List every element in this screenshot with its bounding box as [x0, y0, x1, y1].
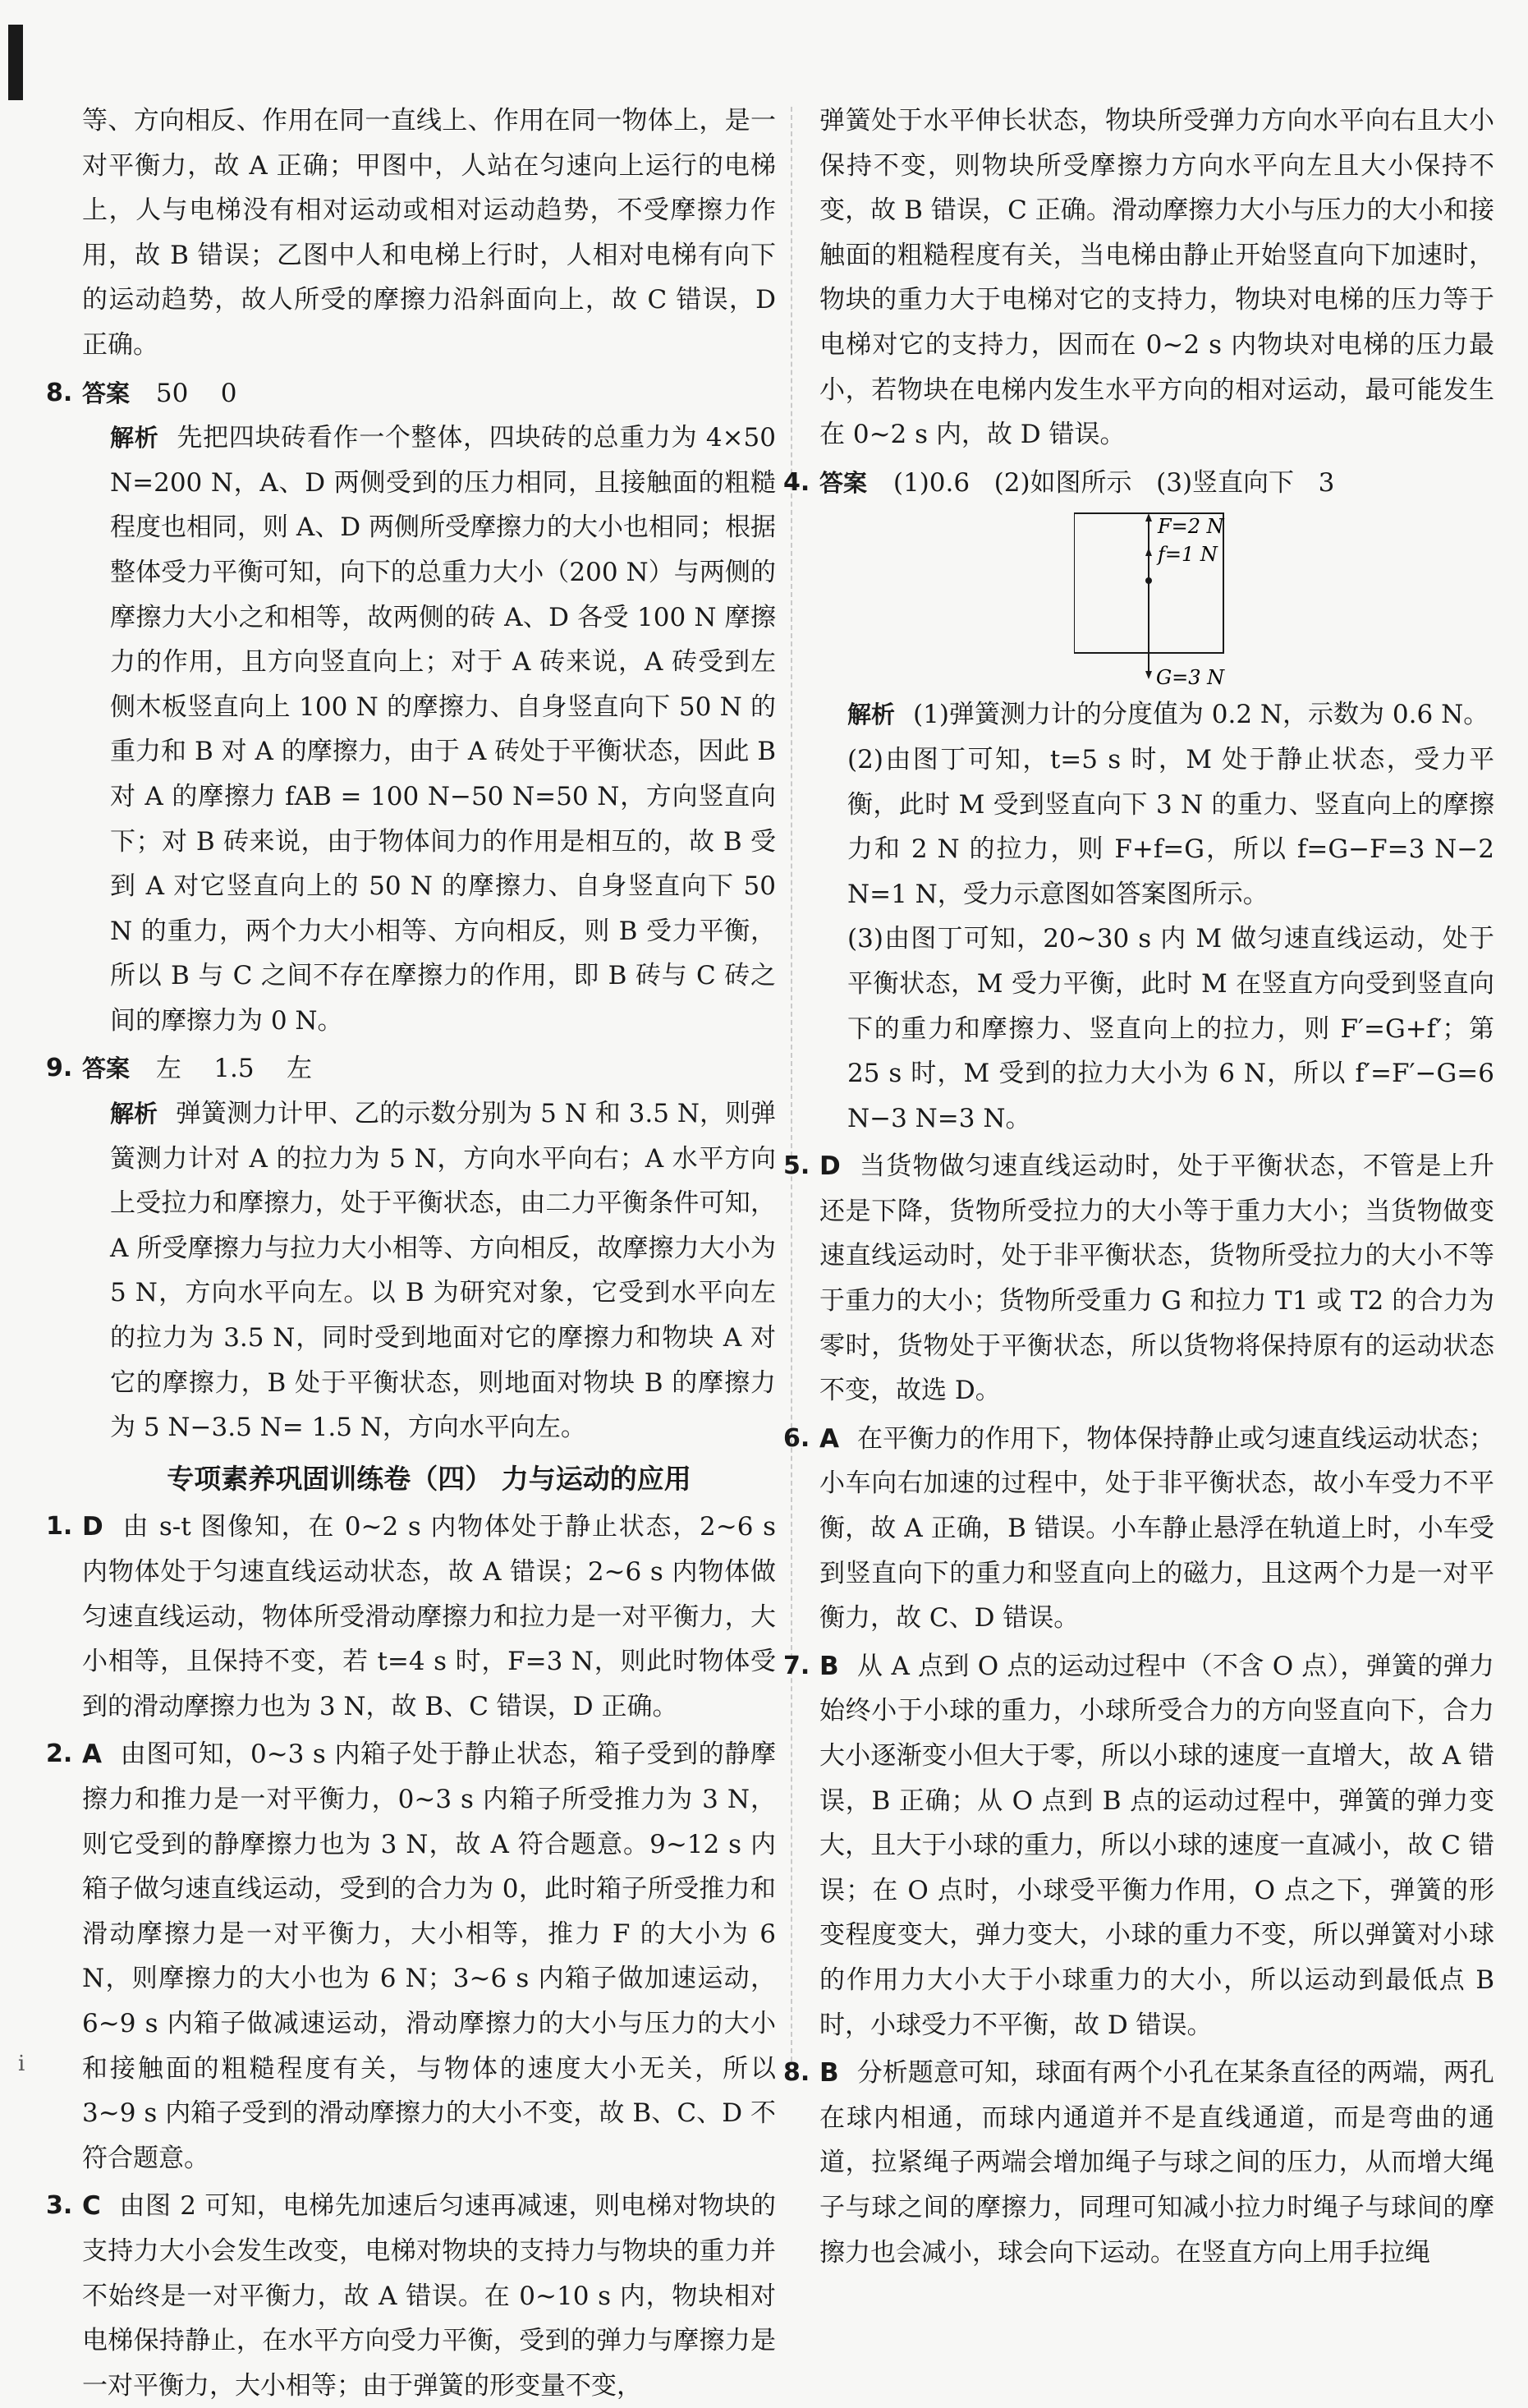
q9-answer-label: 答案	[82, 1055, 131, 1083]
s3-text: 由图 2 可知，电梯先加速后匀速再减速，则电梯对物块的支持力大小会发生改变，电梯对物块的支持力与物块的重力并不始终是一对平衡力，故 A 错误。在 0~10 s 内，物块相对电梯保持静止，在水平方向受力平衡，受到的弹力与摩擦力是一对平衡力，大小相等；由于弹簧的形变量不变，	[82, 2191, 776, 2401]
s6-number: 6.	[783, 1423, 810, 1453]
q8-analysis	[82, 416, 776, 1043]
left-column	[46, 99, 776, 2408]
force-diagram	[819, 510, 1494, 687]
s5-number: 5.	[783, 1151, 810, 1181]
s6-choice: A	[819, 1423, 839, 1454]
q8-number: 8.	[46, 378, 73, 407]
q8-answer-value: 50 0	[155, 378, 237, 408]
s6-text: 在平衡力的作用下，物体保持静止或匀速直线运动状态；小车向右加速的过程中，处于非平衡状态，故小车受力不平衡，故 A 正确，B 错误。小车静止悬浮在轨道上时，小车受到竖直向下的重力和竖直向上的磁力，且这两个力是一对平衡力，故 C、D 错误。	[819, 1423, 1494, 1634]
q9-answer-value: 左 1.5 左	[155, 1054, 313, 1084]
s3-continuation: 弹簧处于水平伸长状态，物块所受弹力方向水平向右且大小保持不变，则物块所受摩擦力方向水平向左且大小保持不变，故 B 错误，C 正确。滑动摩擦力大小与压力的大小和接触面的粗糙程度有关，当电梯由静止开始竖直向下加速时，物块的重力大于电梯对它的支持力，物块对电梯的压力等于电梯对它的支持力，因而在 0~2 s 内物块对电梯的压力最小，若物块在电梯内发生水平方向的相对运动，最可能发生在 0~2 s 内，故 D 错误。	[819, 106, 1494, 450]
s8-text: 分析题意可知，球面有两个小孔在某条直径的两端，两孔在球内相通，而球内通道并不是直线通道，而是弯曲的通道，拉紧绳子两端会增加绳子与球之间的压力，从而增大绳子与球之间的摩擦力，同理可知减小拉力时绳子与球间的摩擦力也会减小，球会向下运动。在竖直方向上用手拉绳	[819, 2058, 1494, 2268]
q9-analysis	[82, 1091, 776, 1450]
section-title: 专项素养巩固训练卷（四） 力与运动的应用	[167, 1462, 691, 1495]
pull-force-arrowhead	[1145, 513, 1152, 522]
s3-choice: C	[82, 2191, 101, 2222]
s1-text: 由 s-t 图像知，在 0~2 s 内物体处于静止状态，2~6 s 内物体处于匀速直线运动状态，故 A 错误；2~6 s 内物体做匀速直线运动，物体所受滑动摩擦力和拉力是一对平衡力，大小相等，且保持不变，若 t=4 s 时，F=3 N，则此时物体受到的滑动摩擦力也为 3 N，故 B、C 错误，D 正确。	[82, 1512, 776, 1721]
s8-number: 8.	[783, 2058, 810, 2088]
q8-answer-label: 答案	[82, 379, 131, 407]
q8-answer	[46, 371, 776, 416]
s1-choice: D	[82, 1512, 103, 1542]
s4-analysis-label: 解析	[847, 701, 896, 729]
s4-analysis-1-text: (1)弹簧测力计的分度值为 0.2 N，示数为 0.6 N。	[913, 700, 1489, 730]
s4-answer	[783, 461, 1494, 506]
q8-analysis-text: 先把四块砖看作一个整体，四块砖的总重力为 4×50 N=200 N，A、D 两侧受到的压力相同，且接触面的粗糙程度也相同，则 A、D 两侧所受摩擦力的大小也相同；根据整体受力平衡可知，向下的总重力大小（200 N）与两侧的摩擦力大小之和相等，故两侧的砖 A、D 各受 100 N 摩擦力的作用，且方向竖直向上；对于 A 砖来说，A 砖受到左侧木板竖直向上 100 N 的摩擦力、自身竖直向下 50 N 的重力和 B 对 A 的摩擦力，由于 A 砖处于平衡状态，因此 B 对 A 的摩擦力 fAB = 100 N−50 N=50 N，方向竖直向下；对 B 砖来说，由于物体间力的作用是相互的，故 B 受到 A 对它竖直向上的 50 N 的摩擦力、自身竖直向下 50 N 的重力，两个力大小相等、方向相反，则 B 受力平衡，所以 B 与 C 之间不存在摩擦力的作用，即 B 砖与 C 砖之间的摩擦力为 0 N。	[110, 423, 776, 1036]
force-diagram-svg	[1074, 510, 1271, 687]
intro-paragraph: 等、方向相反、作用在同一直线上、作用在同一物体上，是一对平衡力，故 A 正确；甲图中，人站在匀速向上运行的电梯上，人与电梯没有相对运动或相对运动趋势，不受摩擦力作用，故 B 错误；乙图中人和电梯上行时，人相对电梯有向下的运动趋势，故人所受的摩擦力沿斜面向上，故 C 错误，D 正确。	[82, 106, 776, 360]
s4-analysis-2: (2)由图丁可知，t=5 s 时，M 处于静止状态，受力平衡，此时 M 受到竖直向下 3 N 的重力、竖直向上的摩擦力和 2 N 的拉力，则 F+f=G，所以 f=G−F=3 N−2 N=1 N，受力示意图如答案图所示。	[847, 744, 1494, 909]
q9-number: 9.	[46, 1054, 73, 1083]
s7-number: 7.	[783, 1651, 810, 1680]
s7-choice: B	[819, 1651, 839, 1681]
s7-item	[783, 1644, 1494, 2047]
right-column	[783, 99, 1494, 2275]
s2-choice: A	[82, 1739, 102, 1770]
gravity-label: G=3 N	[1156, 666, 1225, 688]
s4-answer-value: (1)0.6 (2)如图所示 (3)竖直向下 3	[892, 467, 1335, 498]
s1-item	[46, 1505, 776, 1729]
s3-number: 3.	[46, 2191, 73, 2221]
page-mark: i	[18, 2052, 25, 2076]
s7-text: 从 A 点到 O 点的运动过程中（不含 O 点），弹簧的弹力始终小于小球的重力，小球所受合力的方向竖直向下，合力大小逐渐变小但大于零，所以小球的速度一直增大，故 A 错误，B 正确；从 O 点到 B 点的运动过程中，弹簧的弹力变大，且大于小球的重力，所以小球的速度一直减小，故 C 错误；在 O 点时，小球受平衡力作用，O 点之下，弹簧的形变程度变大，弹力变大，小球的重力不变，所以弹簧对小球的作用力大小大于小球重力的大小，所以运动到最低点 B 时，小球受力不平衡，故 D 错误。	[819, 1651, 1494, 2040]
s1-number: 1.	[46, 1512, 73, 1542]
column-divider	[791, 107, 792, 2061]
s2-number: 2.	[46, 1739, 73, 1769]
q9-analysis-label: 解析	[110, 1100, 158, 1128]
friction-arrowhead	[1145, 548, 1152, 556]
s3-item	[46, 2184, 776, 2408]
friction-label: f=1 N	[1158, 543, 1218, 567]
gravity-arrowhead	[1145, 671, 1152, 679]
s6-item	[783, 1417, 1494, 1641]
pull-force-label: F=2 N	[1158, 515, 1224, 539]
s5-item	[783, 1144, 1494, 1413]
s2-item	[46, 1732, 776, 2181]
s5-choice: D	[819, 1151, 841, 1182]
s8-choice: B	[819, 2058, 839, 2089]
s4-number: 4.	[783, 467, 810, 497]
q8-analysis-label: 解析	[110, 424, 159, 453]
s4-answer-label: 答案	[819, 468, 868, 497]
s4-analysis-3: (3)由图丁可知，20~30 s 内 M 做匀速直线运动，处于平衡状态，M 受力平衡，此时 M 在竖直方向受到竖直向下的重力和摩擦力、竖直向上的拉力，则 F′=G+f′；第 25 s 时，M 受到的拉力大小为 6 N，所以 f′=F′−G=6 N−3 N=3 N。	[847, 924, 1494, 1133]
corner-mark	[8, 25, 23, 100]
s8-item	[783, 2051, 1494, 2275]
s4-analysis-1	[819, 692, 1494, 738]
s5-text: 当货物做匀速直线运动时，处于平衡状态，不管是上升还是下降，货物所受拉力的大小等于重力大小；当货物做变速直线运动时，处于非平衡状态，货物所受拉力的大小不等于重力的大小；货物所受重力 G 和拉力 T1 或 T2 的合力为零时，货物处于平衡状态，所以货物将保持原有的运动状态不变，故选 D。	[819, 1151, 1494, 1406]
force-point	[1145, 577, 1152, 584]
q9-analysis-text: 弹簧测力计甲、乙的示数分别为 5 N 和 3.5 N，则弹簧测力计对 A 的拉力为 5 N，方向水平向右；A 水平方向上受拉力和摩擦力，处于平衡状态，由二力平衡条件可知，A 所受摩擦力与拉力大小相等、方向相反，故摩擦力大小为 5 N，方向水平向左。以 B 为研究对象，它受到水平向左的拉力为 3.5 N，同时受到地面对它的摩擦力和物块 A 对它的摩擦力，B 处于平衡状态，则地面对物块 B 的摩擦力为 5 N−3.5 N= 1.5 N，方向水平向左。	[110, 1099, 776, 1443]
q9-answer	[46, 1046, 776, 1091]
s2-text: 由图可知，0~3 s 内箱子处于静止状态，箱子受到的静摩擦力和推力是一对平衡力，0~3 s 内箱子所受推力为 3 N，则它受到的静摩擦力也为 3 N，故 A 符合题意。9~12 s 内箱子做匀速直线运动，受到的合力为 0，此时箱子所受推力和滑动摩擦力是一对平衡力，大小相等，推力 F 的大小为 6 N，则摩擦力的大小也为 6 N；3~6 s 内箱子做加速运动，6~9 s 内箱子做减速运动，滑动摩擦力的大小与压力的大小和接触面的粗糙程度有关，与物体的速度大小无关，所以 3~9 s 内箱子受到的滑动摩擦力的大小不变，故 B、C、D 不符合题意。	[82, 1739, 776, 2173]
